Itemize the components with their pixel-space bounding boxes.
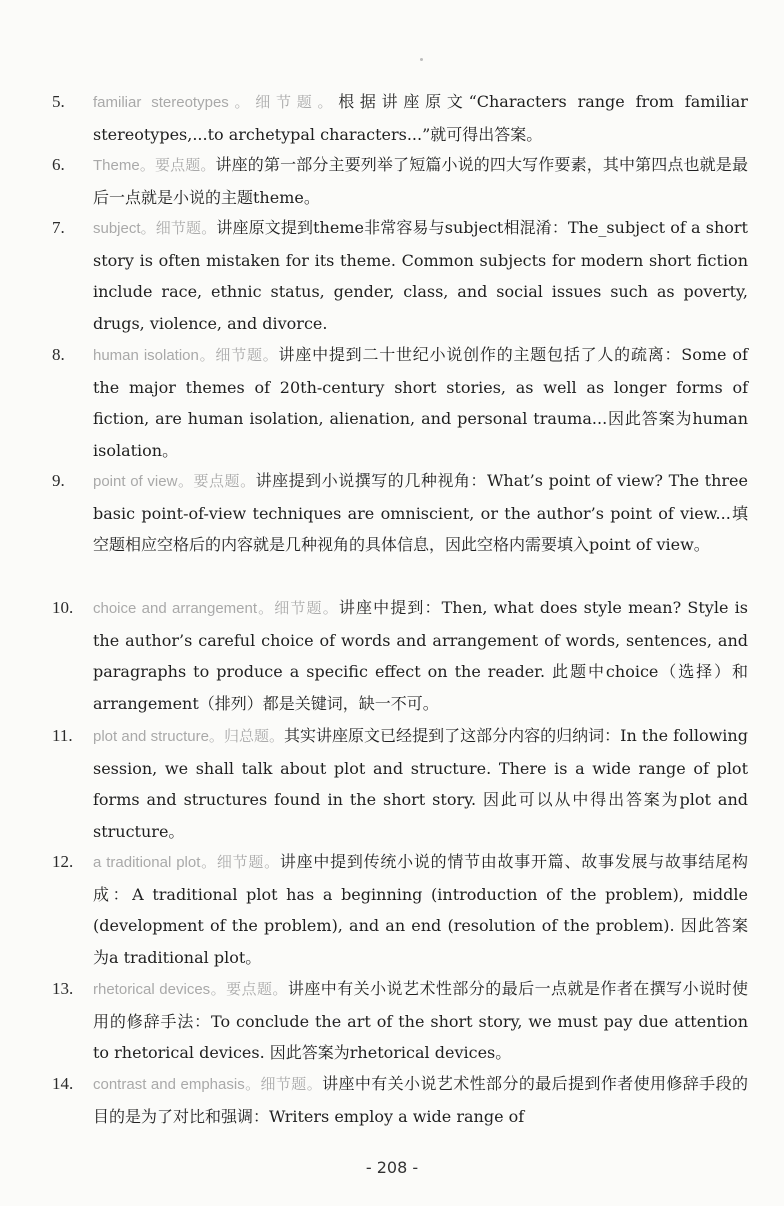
item-body: subject。细节题。讲座原文提到theme非常容易与subject相混淆：The_subject of a short story is often mistaken for its theme. Common subjects for modern short fiction include race, ethnic status, gender, class, and social issues such as poverty, drugs, violence, and divorce. bbox=[93, 218, 748, 333]
question-type: 归总题 bbox=[223, 727, 269, 745]
question-type: 细节题 bbox=[255, 93, 318, 111]
item-body: rhetorical devices。要点题。讲座中有关小说艺术性部分的最后一点就是作者在撰写小说时使用的修辞手法：To conclude the art of the short story, we must pay due attention to rhetorical devices. 因此答案为rhetorical devices。 bbox=[93, 979, 748, 1062]
explanation-text: 讲座中提到二十世纪小说创作的主题包括了人的疏离：Some of the major themes of 20th-century short stories, as well as longer forms of fiction, are human isolation, alienation, and personal trauma...因此答案为human isolation。 bbox=[93, 345, 748, 460]
page-number: - 208 - bbox=[365, 1158, 419, 1177]
item-body: point of view。要点题。讲座提到小说撰写的几种视角：What’s point of view? The three basic point-of-view techniques are omniscient, or the author’s point of view...填空题相应空格后的内容就是几种视角的具体信息，因此空格内需要填入point of view。 bbox=[93, 471, 748, 554]
explanation-text: 讲座中有关小说艺术性部分的最后一点就是作者在撰写小说时使用的修辞手法：To conclude the art of the short story, we must pay due attention to rhetorical devices. 因此答案为rhetorical devices。 bbox=[93, 979, 748, 1062]
answer-item-8 bbox=[52, 339, 748, 466]
answer-keyword: Theme bbox=[93, 157, 140, 174]
answer-keyword: a traditional plot bbox=[93, 854, 201, 871]
answer-item-14 bbox=[52, 1068, 748, 1132]
answer-keyword: subject bbox=[93, 220, 141, 237]
item-body: a traditional plot。细节题。讲座中提到传统小说的情节由故事开篇、故事发展与故事结尾构成：A traditional plot has a beginning (introduction of the problem), middle (development of the problem), and an end (resolution of the problem). 因此答案为a traditional plot。 bbox=[93, 852, 748, 967]
question-type: 要点题 bbox=[154, 156, 201, 174]
item-body: plot and structure。归总题。其实讲座原文已经提到了这部分内容的归纳词：In the following session, we shall talk about plot and structure. There is a wide range of plot forms and structures found in the short story. 因此可以从中得出答案为plot and structure。 bbox=[93, 726, 748, 841]
item-number: 6. bbox=[52, 155, 65, 174]
question-type: 要点题 bbox=[226, 980, 273, 998]
explanation-text: 讲座中有关小说艺术性部分的最后提到作者使用修辞手段的目的是为了对比和强调：Writers employ a wide range of bbox=[93, 1074, 748, 1126]
explanation-text: 讲座提到小说撰写的几种视角：What’s point of view? The three basic point-of-view techniques are omniscient, or the author’s point of view...填空题相应空格后的内容就是几种视角的具体信息，因此空格内需要填入point of view。 bbox=[93, 471, 748, 554]
answer-keyword: familiar stereotypes bbox=[93, 94, 229, 111]
explanation-text: 讲座中提到：Then, what does style mean? Style is the author’s careful choice of words and arrangement of words, sentences, and paragraphs to produce a specific effect on the reader. 此题中choice（选择）和arrangement（排列）都是关键词，缺一不可。 bbox=[93, 598, 748, 713]
answer-item-6 bbox=[52, 149, 748, 213]
question-type: 要点题 bbox=[193, 472, 241, 490]
explanation-text: 其实讲座原文已经提到了这部分内容的归纳词：In the following session, we shall talk about plot and structure. There is a wide range of plot forms and structures found in the short story. 因此可以从中得出答案为plot and structure。 bbox=[93, 726, 748, 841]
answer-keyword: human isolation bbox=[93, 347, 199, 364]
item-number: 8. bbox=[52, 345, 65, 364]
item-number: 7. bbox=[52, 218, 65, 237]
scan-speck bbox=[420, 58, 423, 61]
explanation-text: 讲座中提到传统小说的情节由故事开篇、故事发展与故事结尾构成：A traditional plot has a beginning (introduction of the problem), middle (development of the problem), and an end (resolution of the problem). 因此答案为a traditional plot。 bbox=[93, 852, 748, 967]
question-type: 细节题 bbox=[274, 599, 323, 617]
item-number: 12. bbox=[52, 852, 74, 871]
item-number: 9. bbox=[52, 471, 65, 490]
answer-item-11 bbox=[52, 720, 748, 847]
answer-keyword: contrast and emphasis bbox=[93, 1076, 245, 1093]
explanation-text: 讲座的第一部分主要列举了短篇小说的四大写作要素，其中第四点也就是最后一点就是小说的主题theme。 bbox=[93, 155, 748, 207]
explanation-text: 根据讲座原文“Characters range from familiar stereotypes,...to archetypal characters...”就可得出答案。 bbox=[93, 92, 748, 144]
answer-item-5 bbox=[52, 86, 748, 150]
question-type: 细节题 bbox=[260, 1075, 307, 1093]
answer-item-13 bbox=[52, 973, 748, 1069]
answer-keyword: choice and arrangement bbox=[93, 600, 258, 617]
item-number: 5. bbox=[52, 92, 65, 111]
item-body: contrast and emphasis。细节题。讲座中有关小说艺术性部分的最后提到作者使用修辞手段的目的是为了对比和强调：Writers employ a wide range of bbox=[93, 1074, 748, 1126]
item-body: familiar stereotypes。细节题。根据讲座原文“Characters range from familiar stereotypes,...to archetypal characters...”就可得出答案。 bbox=[93, 92, 748, 144]
item-body: Theme。要点题。讲座的第一部分主要列举了短篇小说的四大写作要素，其中第四点也就是最后一点就是小说的主题theme。 bbox=[93, 155, 748, 207]
answer-item-7 bbox=[52, 212, 748, 339]
item-number: 13. bbox=[52, 979, 74, 998]
answer-item-10 bbox=[52, 592, 748, 719]
answer-keyword: point of view bbox=[93, 473, 178, 490]
item-number: 10. bbox=[52, 598, 74, 617]
explanation-text: 讲座原文提到theme非常容易与subject相混淆：The_subject of a short story is often mistaken for its theme. Common subjects for modern short fiction include race, ethnic status, gender, class, and social issues such as poverty, drugs, violence, and divorce. bbox=[93, 218, 748, 333]
question-type: 细节题 bbox=[216, 853, 265, 871]
item-number: 11. bbox=[52, 726, 73, 745]
answer-item-12 bbox=[52, 846, 748, 973]
item-body: choice and arrangement。细节题。讲座中提到：Then, what does style mean? Style is the author’s careful choice of words and arrangement of words, sentences, and paragraphs to produce a specific effect on the reader. 此题中choice（选择）和arrangement（排列）都是关键词，缺一不可。 bbox=[93, 598, 748, 713]
question-type: 细节题 bbox=[155, 219, 202, 237]
question-type: 细节题 bbox=[215, 346, 263, 364]
answer-keyword: rhetorical devices bbox=[93, 981, 211, 998]
item-body: human isolation。细节题。讲座中提到二十世纪小说创作的主题包括了人的疏离：Some of the major themes of 20th-century short stories, as well as longer forms of fiction, are human isolation, alienation, and personal trauma...因此答案为human isolation。 bbox=[93, 345, 748, 460]
answer-keyword: plot and structure bbox=[93, 728, 209, 745]
answer-item-9 bbox=[52, 465, 748, 561]
item-number: 14. bbox=[52, 1074, 74, 1093]
